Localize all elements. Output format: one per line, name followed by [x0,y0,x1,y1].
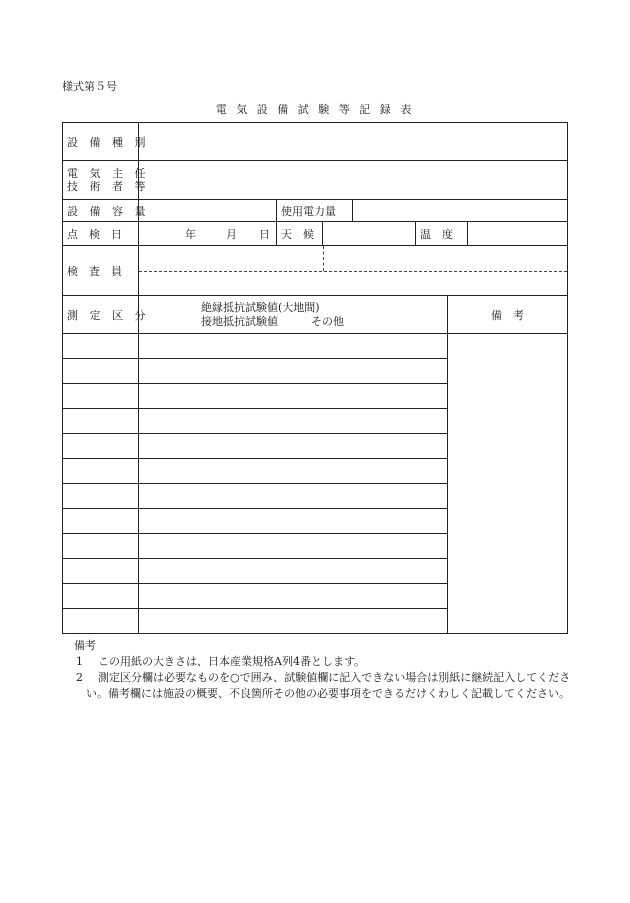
value-cell[interactable] [139,384,448,409]
value-cell[interactable] [139,559,448,584]
inspection-date-field[interactable]: 年 月 日 [139,222,277,246]
notes-heading: 備考 [74,639,96,652]
value-cell[interactable] [139,359,448,384]
category-cell[interactable] [63,434,139,459]
value-cell[interactable] [139,434,448,459]
equipment-type-field[interactable] [139,123,568,161]
value-cell[interactable] [139,584,448,609]
value-cell[interactable] [139,609,448,634]
category-cell[interactable] [63,559,139,584]
category-cell[interactable] [63,484,139,509]
temperature-field[interactable] [468,222,568,246]
weather-label: 天 候 [277,222,323,246]
equipment-type-label: 設 備 種 別 [63,123,139,161]
measurement-category-label: 測 定 区 分 [63,296,139,334]
chief-engineer-label: 電 気 主 任 技 術 者 等 [63,161,139,200]
value-cell[interactable] [139,409,448,434]
form-number: 様式第５号 [62,80,117,93]
value-cell[interactable] [139,334,448,359]
test-value-header: 絶縁抵抗試験値(大地間) 接地抵抗試験値 その他 [139,296,448,334]
value-cell[interactable] [139,509,448,534]
category-cell[interactable] [63,534,139,559]
power-usage-label: 使用電力量 [277,200,353,222]
category-cell[interactable] [63,459,139,484]
inspector-label: 検 査 員 [63,246,139,296]
category-cell[interactable] [63,384,139,409]
note-item: 1 この用紙の大きさは、日本産業規格A列4番とします。 [76,655,366,668]
inspector-field[interactable] [139,246,568,296]
dashed-divider-vertical [323,246,324,271]
weather-field[interactable] [323,222,416,246]
category-cell[interactable] [63,509,139,534]
value-cell[interactable] [139,534,448,559]
power-usage-field[interactable] [353,200,568,222]
remarks-header: 備 考 [448,296,568,334]
remarks-field[interactable] [448,334,568,634]
inspection-date-label: 点 検 日 [63,222,139,246]
page-title: 電 気 設 備 試 験 等 記 録 表 [215,103,415,116]
note-item: 2 測定区分欄は必要なものを○で囲み、試験値欄に記入できない場合は別紙に継続記入してください。備考欄には施設の概要、不良箇所その他の必要事項をできるだけくわしく記載してください。 [76,671,571,700]
value-cell[interactable] [139,484,448,509]
inspection-record-table [62,122,568,634]
notes-section [62,638,572,702]
equipment-capacity-field[interactable] [139,200,277,222]
category-cell[interactable] [63,609,139,634]
dashed-divider-horizontal [139,271,567,272]
category-cell[interactable] [63,409,139,434]
chief-engineer-field[interactable] [139,161,568,200]
temperature-label: 温 度 [416,222,468,246]
category-cell[interactable] [63,584,139,609]
value-cell[interactable] [139,459,448,484]
category-cell[interactable] [63,334,139,359]
equipment-capacity-label: 設 備 容 量 [63,200,139,222]
category-cell[interactable] [63,359,139,384]
